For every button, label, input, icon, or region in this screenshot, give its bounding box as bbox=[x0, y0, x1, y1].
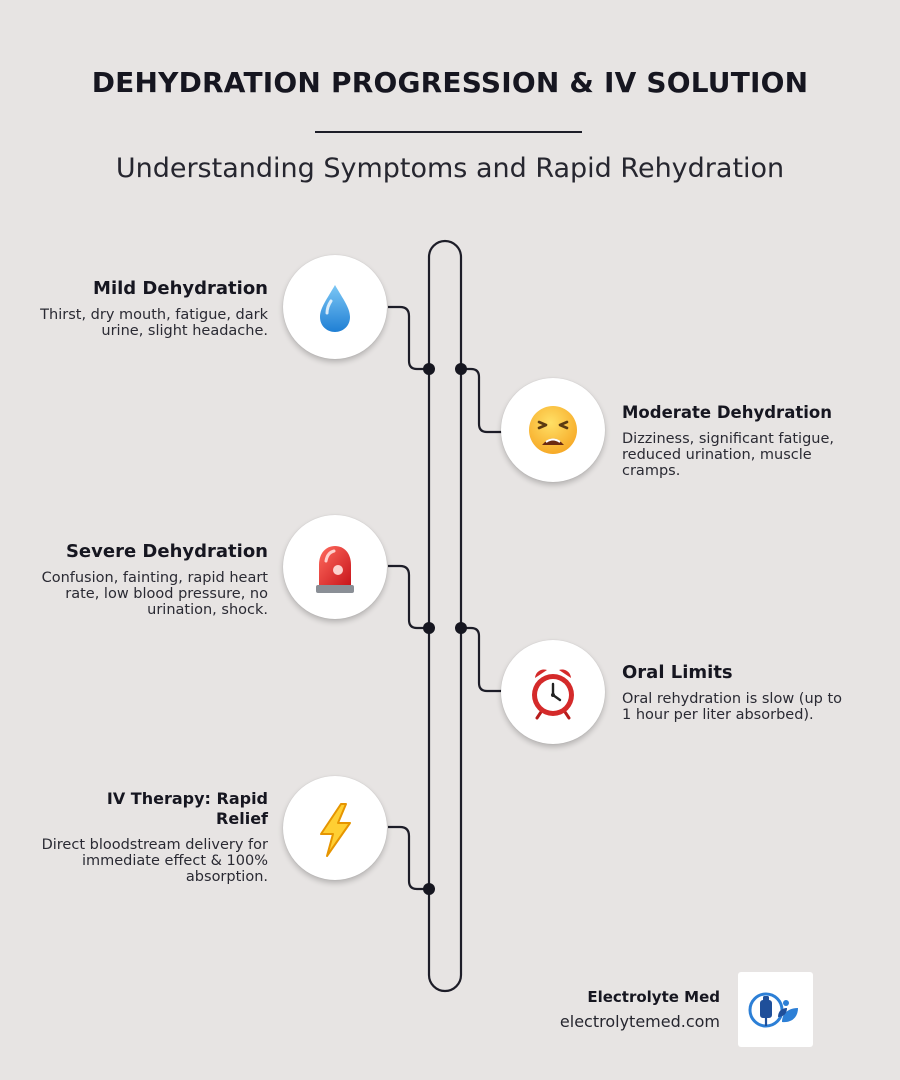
stage-title: IV Therapy: Rapid Relief bbox=[106, 789, 268, 828]
stage-circle-severe bbox=[283, 515, 387, 619]
stage-circle-moderate bbox=[501, 378, 605, 482]
connector-oral bbox=[461, 628, 502, 691]
stage-oral bbox=[622, 663, 852, 723]
junction-dot bbox=[455, 363, 467, 375]
stage-title: Severe Dehydration bbox=[65, 541, 268, 562]
junction-dot bbox=[423, 363, 435, 375]
stage-moderate bbox=[622, 403, 852, 479]
stage-title: Oral Limits bbox=[622, 662, 733, 683]
brand-url[interactable]: electrolytemed.com bbox=[559, 1012, 720, 1031]
timeline-spine bbox=[429, 241, 461, 991]
stage-title: Moderate Dehydration bbox=[622, 403, 832, 422]
stage-title: Mild Dehydration bbox=[93, 278, 268, 299]
page-subtitle: Understanding Symptoms and Rapid Rehydration bbox=[115, 153, 785, 184]
alarm-clock-icon bbox=[501, 640, 605, 744]
connector-mild bbox=[388, 307, 429, 369]
iv-bag-leaf-logo-icon bbox=[738, 972, 813, 1047]
connector-iv bbox=[388, 827, 429, 889]
brand-logo bbox=[738, 972, 813, 1047]
water-drop-icon bbox=[283, 255, 387, 359]
junction-dot bbox=[423, 622, 435, 634]
connector-severe bbox=[388, 566, 429, 628]
brand-name: Electrolyte Med bbox=[587, 988, 720, 1006]
lightning-icon bbox=[283, 776, 387, 880]
siren-icon bbox=[283, 515, 387, 619]
stage-description: Oral rehydration is slow (up to 1 hour per liter absorbed). bbox=[622, 691, 842, 723]
junction-dot bbox=[423, 883, 435, 895]
connector-moderate bbox=[461, 369, 502, 432]
weary-face-icon bbox=[501, 378, 605, 482]
stage-description: Dizziness, significant fatigue, reduced urination, muscle cramps. bbox=[622, 431, 834, 479]
stage-description: Direct bloodstream delivery for immediate effect & 100% absorption. bbox=[41, 837, 268, 885]
stage-circle-oral bbox=[501, 640, 605, 744]
page-title: DEHYDRATION PROGRESSION & IV SOLUTION bbox=[91, 66, 809, 99]
stage-iv bbox=[38, 789, 268, 885]
stage-description: Confusion, fainting, rapid heart rate, low blood pressure, no urination, shock. bbox=[41, 570, 268, 618]
stage-severe bbox=[38, 542, 268, 618]
stage-circle-iv bbox=[283, 776, 387, 880]
stage-description: Thirst, dry mouth, fatigue, dark urine, slight headache. bbox=[40, 307, 268, 339]
stage-circle-mild bbox=[283, 255, 387, 359]
stage-mild bbox=[38, 279, 268, 339]
junction-dot bbox=[455, 622, 467, 634]
